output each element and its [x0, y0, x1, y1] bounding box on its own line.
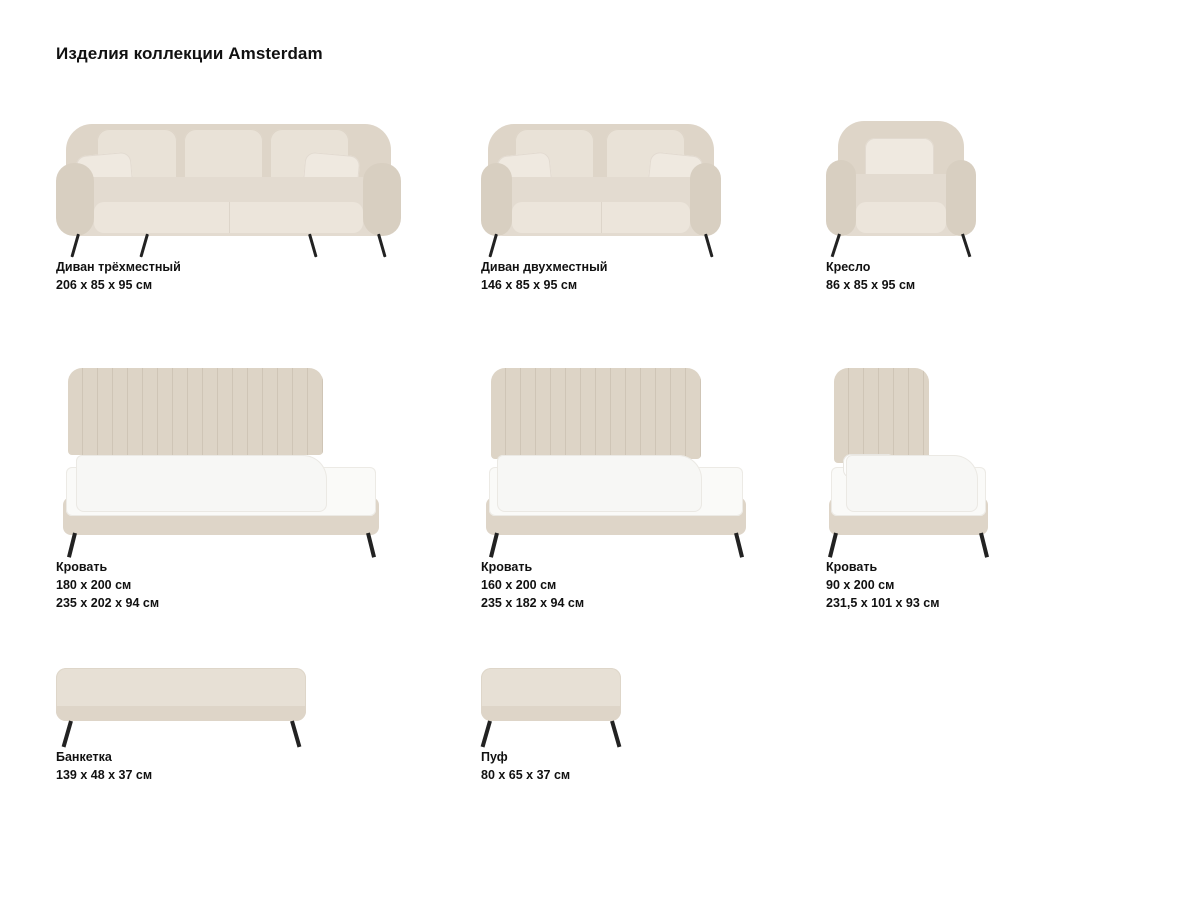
product-caption [826, 558, 1116, 612]
product-row-beds [56, 348, 1144, 648]
product-dimensions: 139 x 48 x 37 см [56, 768, 153, 782]
product-card[interactable] [481, 348, 826, 648]
product-card[interactable] [56, 348, 481, 648]
product-card[interactable] [481, 98, 826, 348]
bed-single-icon [826, 348, 1116, 558]
product-name: Диван трёхместный [56, 260, 181, 274]
empty-cell [826, 648, 1116, 848]
page-title: Изделия коллекции Amsterdam [56, 44, 323, 63]
bed-king-icon [56, 348, 481, 558]
product-dimensions: 235 x 182 x 94 см [481, 596, 585, 610]
product-dimensions: 235 x 202 x 94 см [56, 596, 160, 610]
product-caption [56, 258, 481, 294]
product-card[interactable] [481, 648, 826, 848]
product-size: 90 x 200 см [826, 578, 895, 592]
bench-icon [56, 648, 481, 748]
product-card[interactable] [826, 98, 1116, 348]
product-dimensions: 231,5 x 101 x 93 см [826, 596, 940, 610]
product-dimensions: 86 x 85 x 95 см [826, 278, 916, 292]
product-caption [56, 748, 481, 784]
armchair-icon [826, 98, 1116, 258]
bed-queen-icon [481, 348, 826, 558]
product-caption [826, 258, 1116, 294]
product-dimensions: 146 x 85 x 95 см [481, 278, 578, 292]
product-caption [481, 558, 826, 612]
product-name: Кровать [56, 560, 108, 574]
product-caption [481, 748, 826, 784]
product-name: Кресло [826, 260, 871, 274]
product-caption [56, 558, 481, 612]
sofa-two-seat-icon [481, 98, 826, 258]
product-name: Банкетка [56, 750, 112, 764]
product-name: Диван двухместный [481, 260, 608, 274]
pouf-icon [481, 648, 826, 748]
product-name: Кровать [481, 560, 533, 574]
product-caption [481, 258, 826, 294]
product-dimensions: 80 x 65 x 37 см [481, 768, 571, 782]
product-name: Кровать [826, 560, 878, 574]
product-row-benches [56, 648, 1144, 848]
sofa-three-seat-icon [56, 98, 481, 258]
product-card[interactable] [56, 648, 481, 848]
product-name: Пуф [481, 750, 508, 764]
product-card[interactable] [56, 98, 481, 348]
product-dimensions: 206 x 85 x 95 см [56, 278, 153, 292]
product-row-seating [56, 98, 1144, 348]
product-size: 180 x 200 см [56, 578, 132, 592]
product-size: 160 x 200 см [481, 578, 557, 592]
product-card[interactable] [826, 348, 1116, 648]
